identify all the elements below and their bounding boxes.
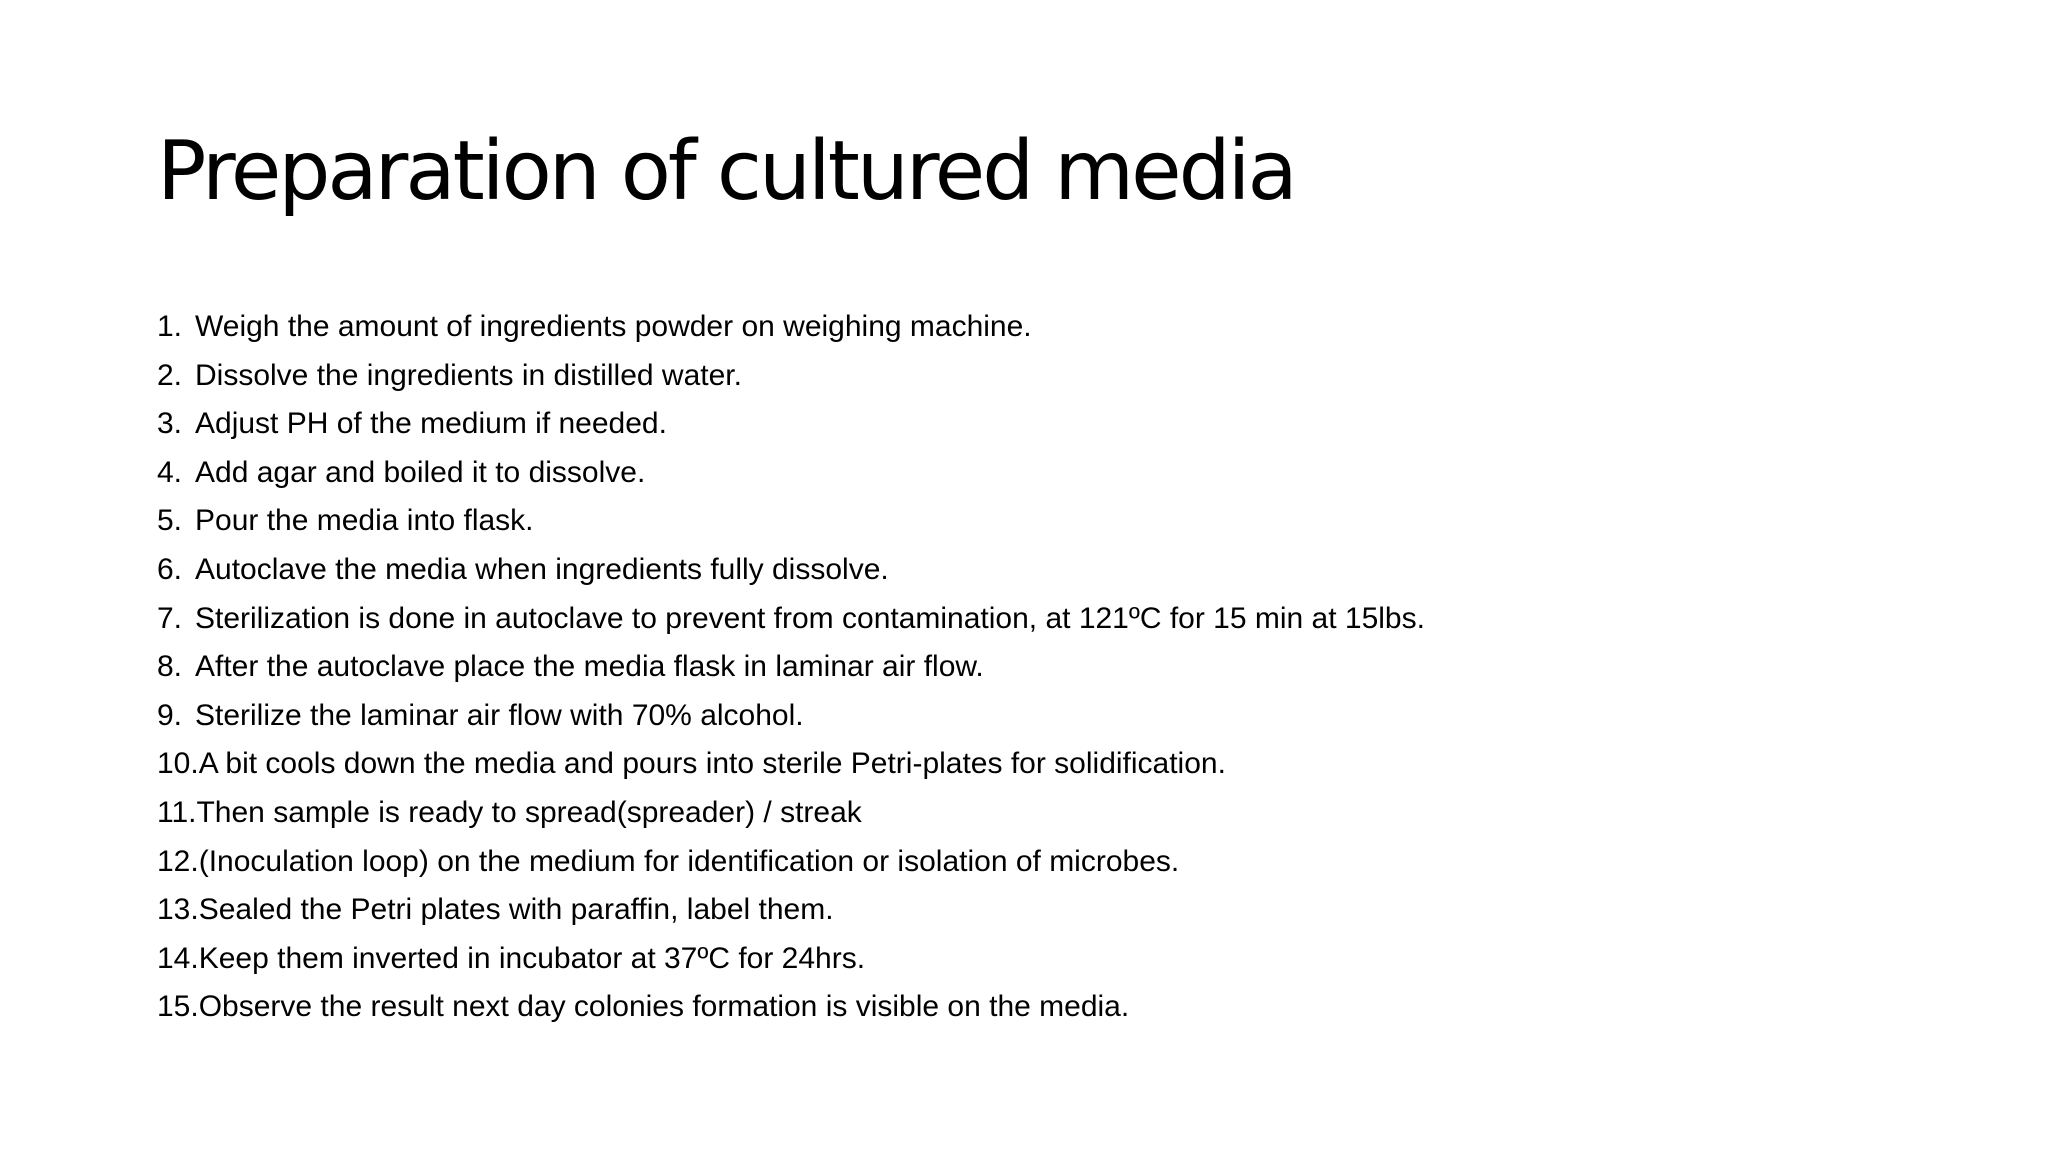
- step-number: 13.: [157, 893, 199, 927]
- step-number: 14.: [157, 941, 199, 975]
- step-text: Weigh the amount of ingredients powder on weighing machine.: [195, 310, 1032, 343]
- step-text: Sterilize the laminar air flow with 70% alcohol.: [195, 698, 804, 732]
- list-item: [157, 643, 1425, 692]
- procedure-list: [157, 303, 1425, 1032]
- step-text: Adjust PH of the medium if needed.: [195, 407, 667, 441]
- step-number: 5.: [157, 504, 183, 538]
- step-number: 8.: [157, 650, 183, 684]
- step-text: Dissolve the ingredients in distilled water.: [195, 358, 742, 392]
- step-number: 12.: [157, 844, 199, 878]
- list-item: [157, 838, 1425, 887]
- slide-title: Preparation of cultured media: [157, 124, 1295, 219]
- list-item: [157, 497, 1425, 546]
- list-item: [157, 546, 1425, 595]
- step-text: Sterilization is done in autoclave to prevent from contamination, at 121ºC for 15 min at 15lbs.: [195, 601, 1425, 635]
- step-number: 3.: [157, 407, 183, 441]
- step-text: After the autoclave place the media flask in laminar air flow.: [195, 650, 984, 684]
- list-item: [157, 303, 1425, 352]
- list-item: [157, 400, 1425, 449]
- list-item: [157, 449, 1425, 498]
- list-item: [157, 983, 1425, 1032]
- list-item: [157, 740, 1425, 789]
- step-text: Then sample is ready to spread(spreader) / streak: [196, 795, 862, 829]
- list-item: [157, 886, 1425, 935]
- list-item: [157, 935, 1425, 984]
- step-number: 6.: [157, 552, 183, 586]
- list-item: [157, 692, 1425, 741]
- step-number: 15.: [157, 990, 199, 1024]
- step-text: Add agar and boiled it to dissolve.: [195, 455, 646, 489]
- list-item: [157, 352, 1425, 401]
- step-text: A bit cools down the media and pours into sterile Petri-plates for solidification.: [198, 747, 1226, 781]
- step-number: 4.: [157, 455, 183, 489]
- step-text: (Inoculation loop) on the medium for identification or isolation of microbes.: [198, 844, 1180, 878]
- step-text: Pour the media into flask.: [195, 504, 534, 538]
- step-text: Sealed the Petri plates with paraffin, label them.: [198, 893, 834, 927]
- step-number: 1.: [157, 310, 183, 343]
- step-text: Autoclave the media when ingredients fully dissolve.: [195, 552, 889, 586]
- step-number: 7.: [157, 601, 183, 635]
- step-number: 9.: [157, 698, 183, 732]
- step-number: 2.: [157, 358, 183, 392]
- step-text: Observe the result next day colonies formation is visible on the media.: [198, 990, 1130, 1024]
- step-number: 11.: [157, 795, 197, 829]
- list-item: [157, 789, 1425, 838]
- list-item: [157, 595, 1425, 644]
- step-text: Keep them inverted in incubator at 37ºC for 24hrs.: [198, 941, 866, 975]
- step-number: 10.: [157, 747, 199, 781]
